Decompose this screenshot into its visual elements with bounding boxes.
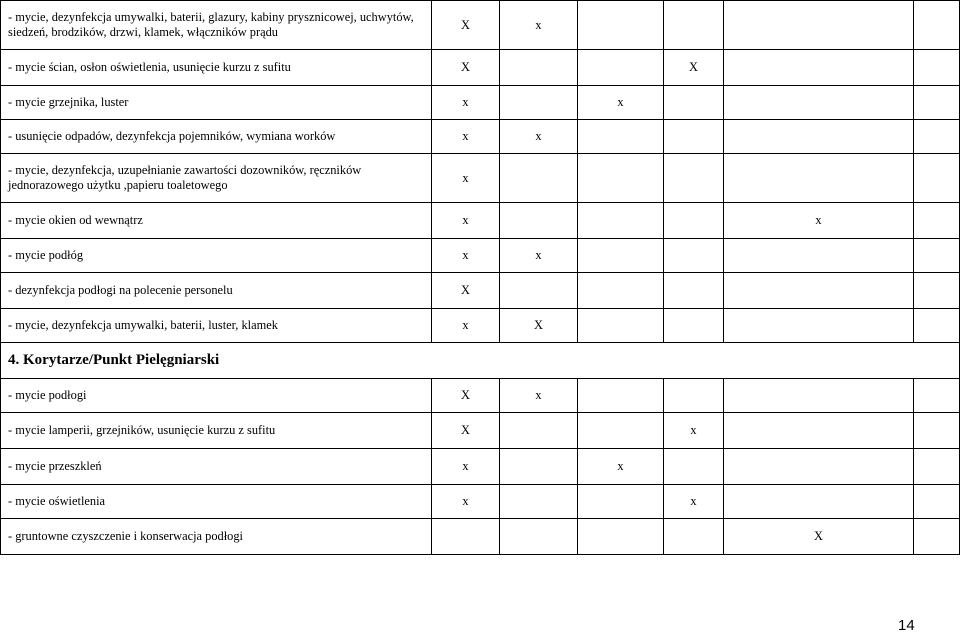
frequency-mark bbox=[724, 50, 914, 86]
frequency-mark bbox=[724, 309, 914, 343]
frequency-mark bbox=[664, 154, 724, 203]
table-row bbox=[1, 519, 960, 555]
table-row bbox=[1, 120, 960, 154]
frequency-mark: x bbox=[432, 120, 500, 154]
frequency-mark bbox=[578, 519, 664, 555]
frequency-mark bbox=[664, 273, 724, 309]
frequency-mark bbox=[664, 379, 724, 413]
frequency-mark: X bbox=[432, 1, 500, 50]
frequency-mark bbox=[664, 449, 724, 485]
frequency-mark bbox=[578, 273, 664, 309]
frequency-mark: X bbox=[664, 50, 724, 86]
frequency-mark: x bbox=[664, 413, 724, 449]
frequency-mark bbox=[578, 154, 664, 203]
task-description: - mycie, dezynfekcja umywalki, baterii, luster, klamek bbox=[1, 309, 432, 343]
task-description: - mycie, dezynfekcja, uzupełnianie zawartości dozowników, ręczników jednorazowego użytku ,papieru toaletowego bbox=[1, 154, 432, 203]
frequency-mark bbox=[724, 239, 914, 273]
section-header: 4. Korytarze/Punkt Pielęgniarski bbox=[1, 343, 960, 379]
table-row bbox=[1, 485, 960, 519]
frequency-mark bbox=[578, 309, 664, 343]
frequency-mark bbox=[914, 239, 960, 273]
frequency-mark: x bbox=[500, 239, 578, 273]
table-row bbox=[1, 86, 960, 120]
frequency-mark bbox=[914, 485, 960, 519]
frequency-mark bbox=[500, 154, 578, 203]
table-row bbox=[1, 154, 960, 203]
task-description: - mycie oświetlenia bbox=[1, 485, 432, 519]
frequency-mark bbox=[578, 120, 664, 154]
frequency-mark bbox=[664, 1, 724, 50]
table-row bbox=[1, 413, 960, 449]
frequency-mark: x bbox=[500, 1, 578, 50]
table-row bbox=[1, 239, 960, 273]
frequency-mark bbox=[724, 379, 914, 413]
frequency-mark bbox=[914, 86, 960, 120]
frequency-mark: x bbox=[432, 154, 500, 203]
frequency-mark bbox=[914, 379, 960, 413]
task-description: - mycie grzejnika, luster bbox=[1, 86, 432, 120]
table-row bbox=[1, 449, 960, 485]
frequency-mark bbox=[724, 273, 914, 309]
frequency-mark bbox=[500, 50, 578, 86]
frequency-mark bbox=[500, 519, 578, 555]
frequency-mark bbox=[500, 485, 578, 519]
table-row bbox=[1, 273, 960, 309]
frequency-mark bbox=[578, 239, 664, 273]
frequency-mark: x bbox=[578, 449, 664, 485]
frequency-mark: x bbox=[724, 203, 914, 239]
frequency-mark bbox=[724, 1, 914, 50]
task-description: - mycie okien od wewnątrz bbox=[1, 203, 432, 239]
task-description: - mycie przeszkleń bbox=[1, 449, 432, 485]
page-number: 14 bbox=[898, 617, 915, 634]
frequency-mark bbox=[724, 120, 914, 154]
frequency-mark: X bbox=[500, 309, 578, 343]
frequency-mark bbox=[914, 50, 960, 86]
frequency-mark bbox=[578, 50, 664, 86]
task-description: - mycie podłogi bbox=[1, 379, 432, 413]
frequency-mark bbox=[664, 519, 724, 555]
frequency-mark: x bbox=[432, 449, 500, 485]
frequency-mark bbox=[914, 449, 960, 485]
table-body bbox=[1, 1, 960, 555]
frequency-mark: x bbox=[578, 86, 664, 120]
frequency-mark: X bbox=[432, 273, 500, 309]
table-row bbox=[1, 203, 960, 239]
task-description: - mycie, dezynfekcja umywalki, baterii, glazury, kabiny prysznicowej, uchwytów, siedzeń, brodzików, drzwi, klamek, włączników prądu bbox=[1, 1, 432, 50]
frequency-mark bbox=[578, 203, 664, 239]
table-row bbox=[1, 379, 960, 413]
frequency-mark bbox=[724, 86, 914, 120]
frequency-mark bbox=[664, 203, 724, 239]
frequency-mark: x bbox=[432, 309, 500, 343]
task-description: - mycie lamperii, grzejników, usunięcie kurzu z sufitu bbox=[1, 413, 432, 449]
frequency-mark: x bbox=[500, 379, 578, 413]
frequency-mark bbox=[500, 203, 578, 239]
frequency-mark bbox=[914, 154, 960, 203]
frequency-mark bbox=[432, 519, 500, 555]
frequency-mark bbox=[500, 413, 578, 449]
frequency-mark bbox=[664, 86, 724, 120]
table-row bbox=[1, 309, 960, 343]
frequency-mark: X bbox=[432, 379, 500, 413]
frequency-mark: x bbox=[432, 485, 500, 519]
frequency-mark bbox=[578, 379, 664, 413]
frequency-mark: X bbox=[432, 413, 500, 449]
frequency-mark: x bbox=[432, 86, 500, 120]
frequency-mark bbox=[724, 154, 914, 203]
table-row bbox=[1, 1, 960, 50]
task-description: - gruntowne czyszczenie i konserwacja podłogi bbox=[1, 519, 432, 555]
frequency-mark bbox=[724, 413, 914, 449]
frequency-mark: x bbox=[500, 120, 578, 154]
frequency-mark bbox=[724, 485, 914, 519]
task-description: - usunięcie odpadów, dezynfekcja pojemników, wymiana worków bbox=[1, 120, 432, 154]
frequency-mark bbox=[500, 449, 578, 485]
frequency-mark bbox=[914, 273, 960, 309]
frequency-mark bbox=[914, 120, 960, 154]
frequency-mark bbox=[664, 120, 724, 154]
frequency-mark bbox=[914, 1, 960, 50]
frequency-mark bbox=[500, 86, 578, 120]
frequency-mark: X bbox=[724, 519, 914, 555]
frequency-mark bbox=[500, 273, 578, 309]
frequency-mark: X bbox=[432, 50, 500, 86]
frequency-mark: x bbox=[432, 203, 500, 239]
frequency-mark bbox=[578, 413, 664, 449]
frequency-mark bbox=[914, 519, 960, 555]
frequency-mark bbox=[914, 413, 960, 449]
frequency-mark: x bbox=[664, 485, 724, 519]
table-row bbox=[1, 50, 960, 86]
frequency-mark bbox=[578, 1, 664, 50]
task-description: - mycie podłóg bbox=[1, 239, 432, 273]
frequency-mark bbox=[578, 485, 664, 519]
frequency-mark bbox=[664, 309, 724, 343]
frequency-mark bbox=[914, 203, 960, 239]
frequency-mark bbox=[724, 449, 914, 485]
task-description: - mycie ścian, osłon oświetlenia, usunięcie kurzu z sufitu bbox=[1, 50, 432, 86]
frequency-mark bbox=[664, 239, 724, 273]
frequency-mark: x bbox=[432, 239, 500, 273]
task-description: - dezynfekcja podłogi na polecenie personelu bbox=[1, 273, 432, 309]
section-header-row bbox=[1, 343, 960, 379]
frequency-mark bbox=[914, 309, 960, 343]
